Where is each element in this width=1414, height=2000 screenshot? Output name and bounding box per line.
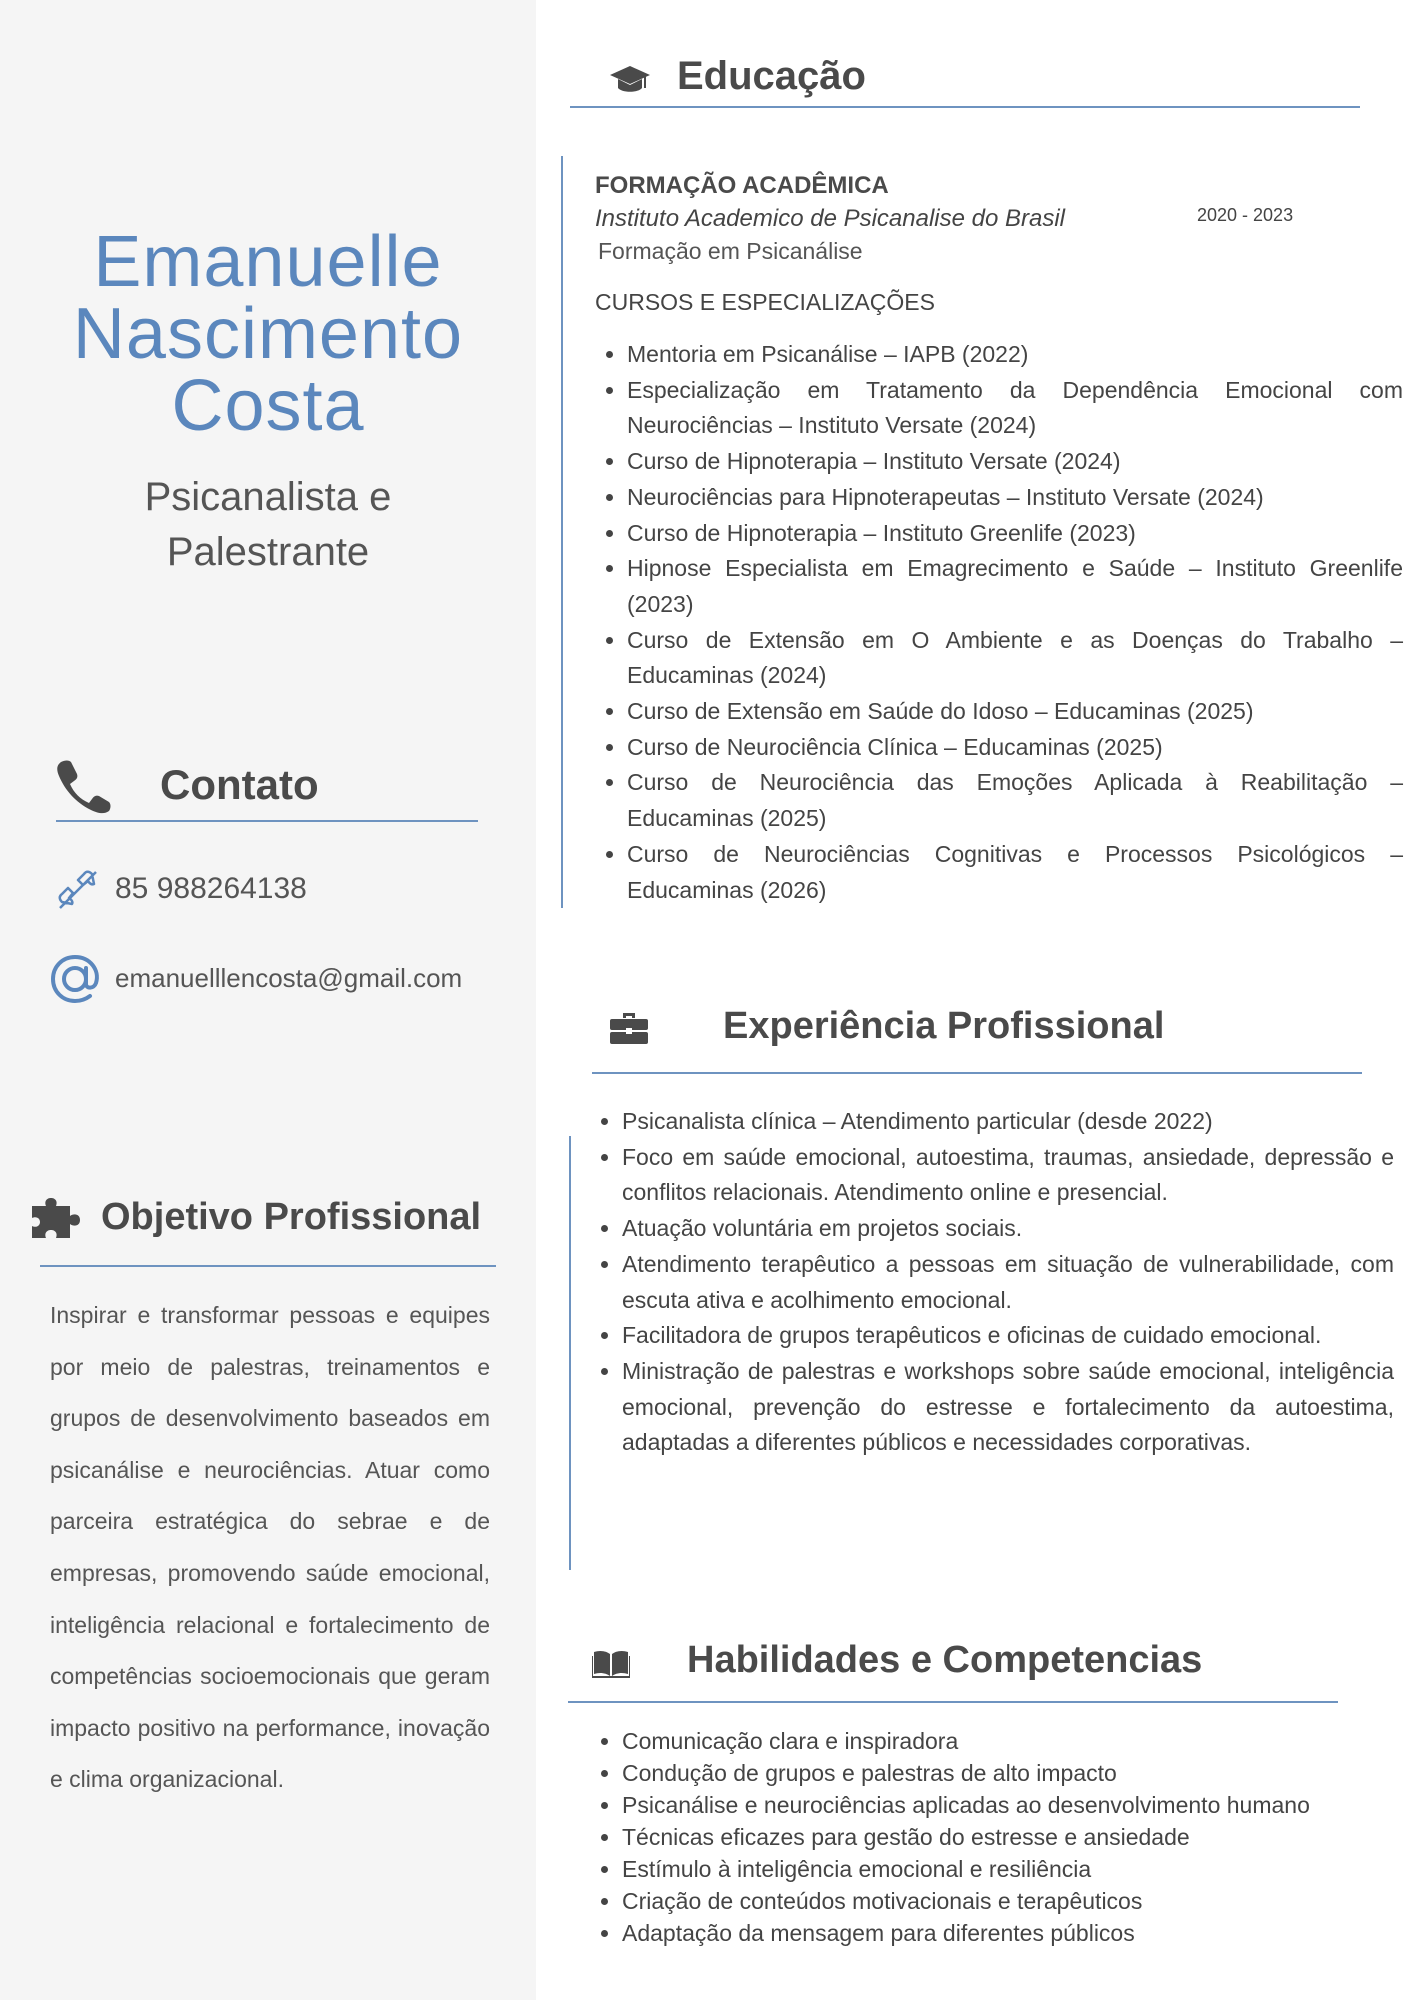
phone-number[interactable]: 85 988264138 xyxy=(115,872,307,905)
candidate-name xyxy=(0,222,536,446)
skills-list xyxy=(590,1725,1412,1949)
list-item: • Facilitadora de grupos terapêuticos e oficinas de cuidado emocional. xyxy=(622,1318,1394,1354)
briefcase-icon xyxy=(609,1011,649,1045)
book-icon xyxy=(592,1648,630,1678)
list-item: • Curso de Neurociência das Emoções Aplicada à Reabilitação – Educaminas (2025) xyxy=(627,765,1403,836)
list-item: • Criação de conteúdos motivacionais e terapêuticos xyxy=(622,1885,1412,1917)
list-item: • Psicanálise e neurociências aplicadas ao desenvolvimento humano xyxy=(622,1789,1412,1821)
contact-title: Contato xyxy=(160,761,319,808)
objective-divider xyxy=(40,1265,496,1267)
list-item: • Curso de Extensão em Saúde do Idoso – Educaminas (2025) xyxy=(627,694,1403,730)
objective-title: Objetivo Profissional xyxy=(101,1196,482,1238)
objective-text: Inspirar e transformar pessoas e equipes por meio de palestras, treinamentos e grupos de desenvolvimento baseados em psicanálise e neurociências. Atuar como parceira estratégica do sebrae e de empresas, promovendo saúde emocional, inteligência relacional e fortalecimento de competências socioemocionais que geram impacto positivo na performance, inovação e clima organizacional. xyxy=(50,1302,490,1793)
role-line-2: Palestrante xyxy=(166,530,370,574)
list-item: • Estímulo à inteligência emocional e resiliência xyxy=(622,1853,1412,1885)
list-item: • Mentoria em Psicanálise – IAPB (2022) xyxy=(627,337,1403,373)
skills-title: Habilidades e Competencias xyxy=(687,1639,1203,1681)
academic-heading: FORMAÇÃO ACADÊMICA xyxy=(595,172,889,199)
email-at-icon xyxy=(48,952,102,1006)
experience-list xyxy=(590,1104,1394,1461)
list-item: • Foco em saúde emocional, autoestima, traumas, ansiedade, depressão e conflitos relacionais. Atendimento online e presencial. xyxy=(622,1140,1394,1211)
name-line-first: Emanuelle xyxy=(93,222,443,302)
experience-title: Experiência Profissional xyxy=(723,1005,1165,1047)
list-item: • Especialização em Tratamento da Dependência Emocional com Neurociências – Instituto Versate (2024) xyxy=(627,373,1403,444)
list-item: • Curso de Neurociências Cognitivas e Processos Psicológicos – Educaminas (2026) xyxy=(627,837,1403,908)
experience-side-line xyxy=(569,1136,571,1570)
list-item: • Neurociências para Hipnoterapeutas – Instituto Versate (2024) xyxy=(627,480,1403,516)
list-item: • Atendimento terapêutico a pessoas em situação de vulnerabilidade, com escuta ativa e acolhimento emocional. xyxy=(622,1247,1394,1318)
institution-name: Instituto Academico de Psicanalise do Brasil xyxy=(595,205,1066,232)
degree-name: Formação em Psicanálise xyxy=(598,238,863,264)
list-item: • Psicanalista clínica – Atendimento particular (desde 2022) xyxy=(622,1104,1394,1140)
email-address[interactable]: emanuelllencosta@gmail.com xyxy=(115,963,463,993)
list-item: • Curso de Hipnoterapia – Instituto Versate (2024) xyxy=(627,444,1403,480)
experience-divider xyxy=(592,1072,1362,1074)
list-item: • Condução de grupos e palestras de alto impacto xyxy=(622,1757,1412,1789)
candidate-role xyxy=(0,470,536,580)
list-item: • Técnicas eficazes para gestão do estresse e ansiedade xyxy=(622,1821,1412,1853)
list-item: • Adaptação da mensagem para diferentes públicos xyxy=(622,1917,1412,1949)
list-item: • Ministração de palestras e workshops sobre saúde emocional, inteligência emocional, prevenção do estresse e fortalecimento da autoestima, adaptadas a diferentes públicos e necessidades corporativas. xyxy=(622,1354,1394,1461)
skills-divider xyxy=(568,1701,1338,1703)
list-item: • Hipnose Especialista em Emagrecimento e Saúde – Instituto Greenlife (2023) xyxy=(627,551,1403,622)
contact-divider xyxy=(56,820,478,822)
list-item: • Comunicação clara e inspiradora xyxy=(622,1725,1412,1757)
education-side-line xyxy=(561,156,563,908)
puzzle-icon xyxy=(30,1198,86,1240)
education-title: Educação xyxy=(677,54,866,98)
list-item: • Curso de Extensão em O Ambiente e as Doenças do Trabalho – Educaminas (2024) xyxy=(627,623,1403,694)
list-item: • Curso de Neurociência Clínica – Educaminas (2025) xyxy=(627,730,1403,766)
name-line-last: Costa xyxy=(171,366,365,446)
courses-list xyxy=(595,337,1403,908)
role-line-1: Psicanalista e xyxy=(144,475,392,519)
handset-icon xyxy=(56,866,102,912)
courses-heading: CURSOS E ESPECIALIZAÇÕES xyxy=(595,289,935,315)
education-divider xyxy=(570,106,1360,108)
education-years: 2020 - 2023 xyxy=(1197,205,1294,225)
name-line-middle: Nascimento xyxy=(72,294,464,374)
phone-icon xyxy=(55,758,113,814)
list-item: • Curso de Hipnoterapia – Instituto Greenlife (2023) xyxy=(627,516,1403,552)
list-item: • Atuação voluntária em projetos sociais. xyxy=(622,1211,1394,1247)
graduation-cap-icon xyxy=(609,64,651,96)
